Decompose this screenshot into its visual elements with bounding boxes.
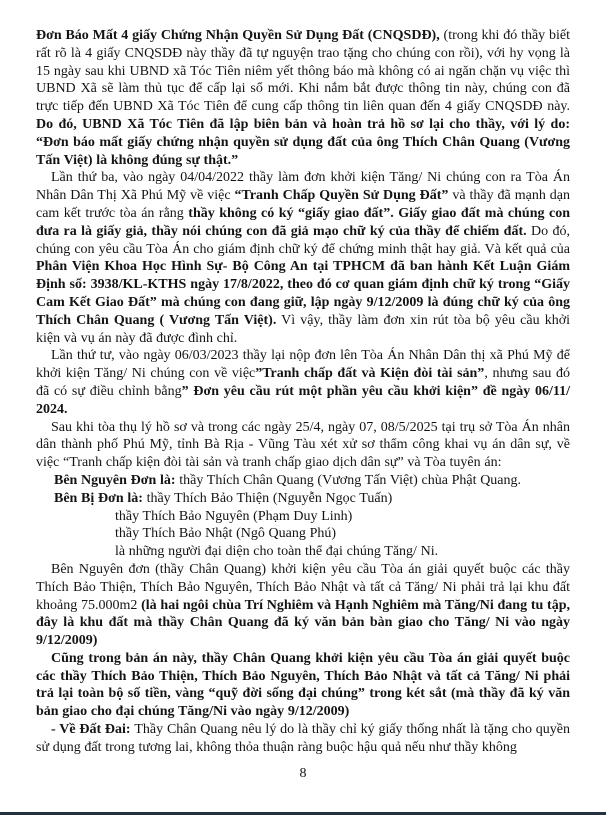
party-representative-note (36, 543, 570, 561)
text-segment: Vì vậy, thầy làm đơn xin rút tòa bộ yêu cầu khởi kiện và vụ án này đã được đình chỉ. (36, 312, 570, 346)
paragraph-lost-certificate-report (36, 27, 570, 169)
paragraph-trial-sessions (36, 419, 570, 472)
party-defendant-2 (36, 508, 570, 526)
text-segment: Đơn Báo Mất 4 giấy Chứng Nhận Quyền Sử Dụng Đất (CNQSDĐ), (36, 28, 444, 43)
paragraph-third-lawsuit (36, 169, 570, 347)
paragraph-land-matter (36, 721, 570, 757)
text-segment: Cũng trong bản án này, thầy Chân Quang khởi kiện yêu cầu Tòa án giải quyết buộc các thầy Thích Bảo Thiện, Thích Bảo Nguyên, Thích Bảo Nhật và tất cả Tăng/ Ni phải trả lại toàn bộ số tiền, vàng “quỹ đời sống đại chúng” trong két sắt (mà thầy đã ký văn bản giao cho đại chúng Tăng/Ni vào ngày 9/12/2009) (36, 650, 570, 720)
text-segment: Bên Bị Đơn là: (54, 490, 143, 506)
text-segment: Bên Nguyên Đơn là: (54, 472, 176, 488)
text-segment: Do đó, chúng con yêu cầu Tòa Án cho giám định chữ ký để chứng minh thật hay giả. Và kết quả của (36, 223, 570, 257)
text-segment: Lần thứ ba, vào ngày 04/04/2022 thầy làm đơn khởi kiện Tăng/ Ni chúng con ra Tòa Án Nhân Dân Thị Xã Phú Mỹ về việc (36, 170, 570, 204)
text-segment: và thầy đã mạnh dạn cam kết trước tòa án rằng (36, 188, 570, 221)
text-segment: là những người đại diện cho toàn thể đại chúng Tăng/ Ni. (115, 544, 439, 560)
text-segment: Phân Viện Khoa Học Hình Sự- Bộ Công An tại TPHCM đã ban hành Kết Luận Giám Định số: 3938/KL-KTHS ngày 17/8/2022, theo đó cơ quan giám định chữ ký trong “Giấy Cam Kết Giao Đất” mà chúng con đang giữ, lập ngày 9/12/2009 là đúng chữ ký của ông Thích Chân Quang ( Vương Tấn Việt). (36, 259, 570, 328)
paragraph-money-claim (36, 650, 570, 721)
text-segment: , nhưng sau đó đã có sự điều chỉnh bằng (36, 366, 570, 399)
text-segment: “Tranh Chấp Quyền Sử Dụng Đất” (234, 188, 449, 204)
party-plaintiff (36, 472, 570, 490)
text-segment: Do đó, UBND Xã Tóc Tiên đã lập biên bản và hoàn trả hồ sơ lại cho thầy, với lý do: “Đơn báo mất giấy chứng nhận quyền sử dụng đất của ông Thích Chân Quang (Vương Tấn Việt) là không đúng sự thật.” (36, 116, 570, 168)
text-segment: (trong khi đó thầy biết rất rõ là 4 giấy CNQSDĐ này thầy đã tự nguyện trao tặng cho chúng con rồi), với hy vọng là 15 ngày sau khi UBND xã Tóc Tiên niêm yết thông báo mà không có ai ngăn chặn vụ việc thì UBND Xã sẽ làm thủ tục để cấp lại sổ mới. Khi nắm bắt được thông tin này, chúng con đã trực tiếp đến UBND Xã Tóc Tiên để cung cấp thông tin liên quan đến 4 giấy CNQSDĐ này. (36, 28, 570, 115)
text-segment: thầy Thích Bảo Nhật (Ngô Quang Phú) (115, 526, 337, 542)
paragraph-land-claim (36, 561, 570, 650)
text-segment: Lần thứ tư, vào ngày 06/03/2023 thầy lại nộp đơn lên Tòa Án Nhân Dân thị xã Phú Mỹ để khởi kiện Tăng/ Ni chúng con về việc (36, 348, 570, 382)
party-defendant-1 (36, 490, 570, 508)
text-segment: - Về Đất Đai: (51, 722, 135, 738)
text-segment: Thầy Chân Quang nêu lý do là thầy chỉ ký giấy thống nhất là tặng cho quyền sử dụng đất trong tương lai, không thỏa thuận ràng buộc hậu quả nếu như thầy không (36, 722, 570, 755)
page-number: 8 (299, 765, 307, 781)
text-segment: thầy Thích Bảo Thiện (Nguyễn Ngọc Tuấn) (142, 490, 393, 506)
text-segment: thầy không có ký “giấy giao đất”. Giấy giao đất mà chúng con đưa ra là giấy giả, thầy nói chúng con đã giả mạo chữ ký của thầy để chiếm đất. (36, 205, 570, 239)
text-segment: Bên Nguyên đơn (thầy Chân Quang) khởi kiện yêu cầu Tòa án giải quyết buộc các thầy Thích Bảo Thiện, Thích Bảo Nguyên, Thích Bảo Nhật và tất cả Tăng/ Ni phải trả lại khu đất khoảng 75.000m2 (36, 561, 570, 613)
text-segment: (là hai ngôi chùa Trí Nghiêm và Hạnh Nghiêm mà Tăng/Ni đang tu tập, đây là khu đất mà thầy Chân Quang đã ký văn bản bàn giao cho Tăng/ Ni vào ngày 9/12/2009) (36, 597, 570, 649)
bottom-rule (0, 812, 606, 815)
text-segment: ” Đơn yêu cầu rút một phần yêu cầu khởi kiện” đề ngày 06/11/ 2024. (36, 383, 570, 417)
paragraph-fourth-lawsuit (36, 347, 570, 418)
party-defendant-3 (36, 525, 570, 543)
text-segment: thầy Thích Chân Quang (Vương Tấn Việt) chùa Phật Quang. (175, 472, 522, 488)
text-segment: thầy Thích Bảo Nguyên (Phạm Duy Linh) (115, 508, 353, 524)
text-segment: Sau khi tòa thụ lý hồ sơ và trong các ngày 25/4, ngày 07, 08/5/2025 tại trụ sở Tòa Án nhân dân thành phố Phú Mỹ, tỉnh Bà Rịa - Vũng Tàu xét xử sơ thẩm công khai vụ án dân sự, về việc “Tranh chấp kiện đòi tài sản và tranh chấp giao dịch dân sự” và Tòa tuyên án: (36, 419, 570, 471)
text-segment: ”Tranh chấp đất và Kiện đòi tài sản” (255, 366, 485, 382)
